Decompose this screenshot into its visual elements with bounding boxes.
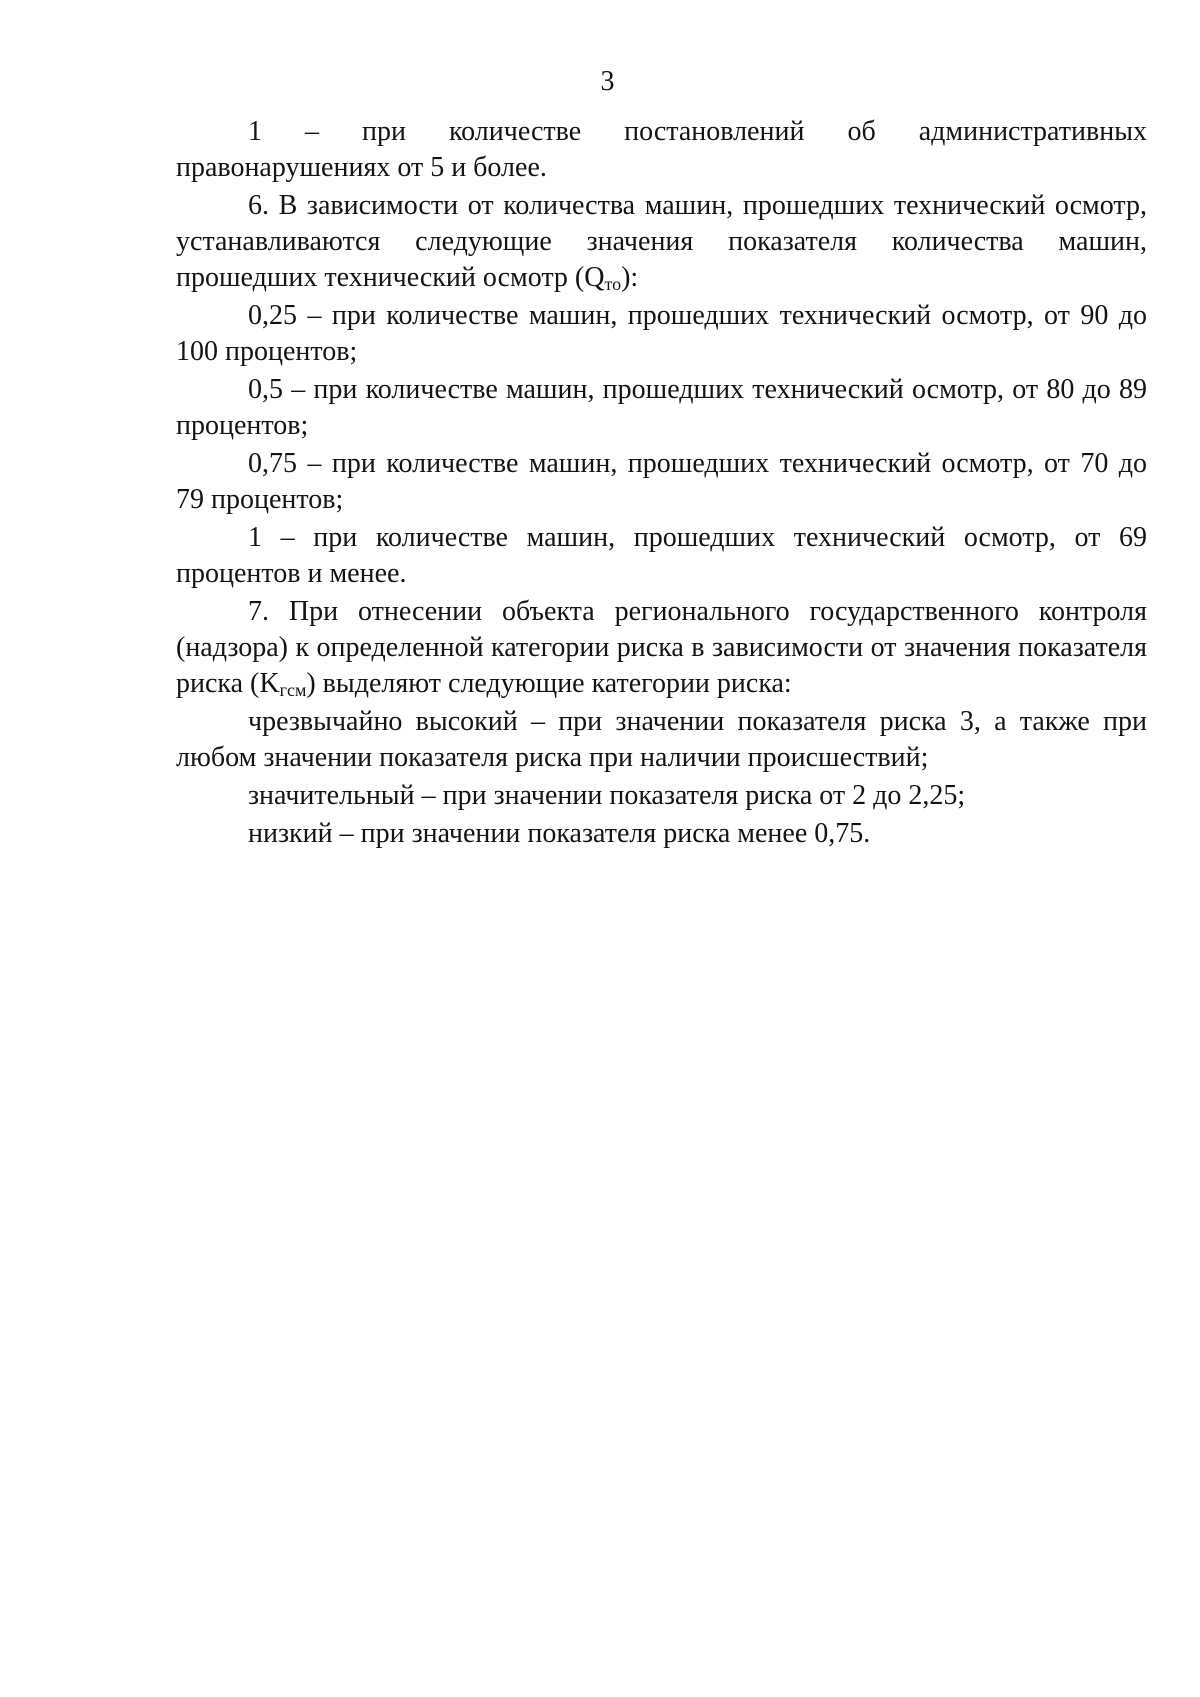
paragraph-category-significant: значительный – при значении показателя риска от 2 до 2,25;	[248, 780, 966, 811]
page-number: 3	[600, 66, 615, 97]
paragraph-value-0-75: 0,75 – при количестве машин, прошедших технический осмотр, от 70 до 79 процентов;	[176, 448, 1147, 515]
subscript-to: то	[604, 274, 622, 294]
paragraph-item-7-end: ) выделяют следующие категории риска:	[306, 668, 792, 699]
paragraph-category-extremely-high: чрезвычайно высокий – при значении показателя риска 3, а также при любом значении показателя риска при наличии происшествий;	[176, 706, 1147, 773]
paragraph-value-0-5: 0,5 – при количестве машин, прошедших технический осмотр, от 80 до 89 процентов;	[176, 374, 1147, 441]
document-body	[176, 114, 1147, 854]
paragraph-value-1: 1 – при количестве машин, прошедших технический осмотр, от 69 процентов и менее.	[176, 522, 1147, 589]
paragraph-item-6	[176, 188, 1147, 296]
paragraph-category-low: низкий – при значении показателя риска менее 0,75.	[248, 818, 871, 849]
paragraph-item-6-text: 6. В зависимости от количества машин, прошедших технический осмотр, устанавливаются следующие значения показателя количества машин, прошедших технический осмотр (Q	[176, 190, 1147, 293]
paragraph-value-0-25: 0,25 – при количестве машин, прошедших технический осмотр, от 90 до 100 процентов;	[176, 300, 1147, 367]
paragraph-item-6-end: ):	[621, 262, 639, 293]
paragraph-item-7-text: 7. При отнесении объекта регионального государственного контроля (надзора) к определенной категории риска в зависимости от значения показателя риска (K	[176, 596, 1147, 699]
subscript-gsm: гсм	[279, 680, 307, 700]
paragraph-offenses-5-plus: 1 – при количестве постановлений об административных правонарушениях от 5 и более.	[176, 116, 1147, 183]
paragraph-item-7	[176, 594, 1147, 702]
